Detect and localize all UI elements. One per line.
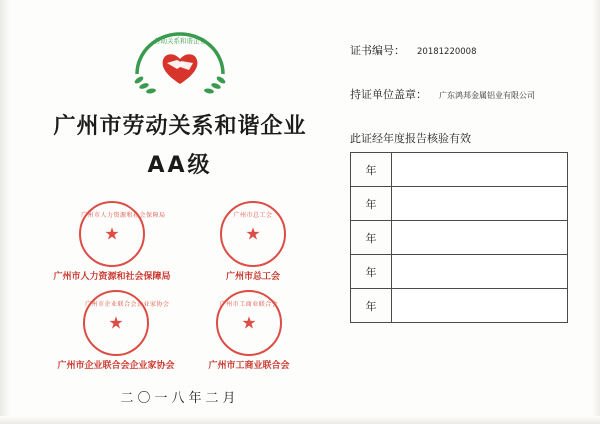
holder-label: 持证单位盖章： bbox=[350, 88, 427, 101]
seal-arc-text: 广州市总工会 bbox=[233, 211, 273, 219]
seal-unit-industry-commerce-federation bbox=[194, 290, 304, 371]
seal-arc-text: 广州市企业联合会企业家协会 bbox=[85, 300, 170, 308]
seal-star-icon: ★ bbox=[241, 313, 257, 333]
seal-unit-federation-trade-unions bbox=[198, 201, 308, 282]
seal-arc-text: 广州市人力资源和社会保障局 bbox=[81, 211, 166, 219]
seal-enterprise-confederation-icon bbox=[83, 290, 170, 356]
seal-unit-enterprise-confederation bbox=[56, 290, 176, 371]
review-note-cell[interactable] bbox=[392, 289, 568, 323]
paper-edge-bottom bbox=[0, 416, 600, 424]
seal-federation-trade-unions-icon bbox=[220, 201, 286, 267]
holder-row bbox=[350, 86, 572, 102]
holder-value: 广东鸿邦金属铝业有限公司 bbox=[439, 91, 535, 100]
review-note-cell[interactable] bbox=[392, 153, 568, 187]
handshake-heart-icon bbox=[125, 30, 235, 102]
seal-industry-commerce-federation-icon bbox=[216, 290, 282, 356]
seal-row-2 bbox=[30, 290, 330, 371]
certificate-number-row bbox=[350, 42, 572, 58]
table-row bbox=[351, 255, 568, 289]
table-row bbox=[351, 187, 568, 221]
year-cell: 年 bbox=[351, 187, 392, 221]
seal-row-1 bbox=[30, 201, 330, 282]
seal-label: 广州市企业联合会企业家协会 bbox=[57, 360, 175, 371]
certificate-title: 广州市劳动关系和谐企业 bbox=[53, 114, 307, 139]
year-cell: 年 bbox=[351, 221, 392, 255]
annual-review-note: 此证经年度报告核验有效 bbox=[350, 132, 471, 145]
seal-label: 广州市人力资源和社会保障局 bbox=[53, 271, 171, 282]
seal-arc-text: 广州市工商业联合会 bbox=[219, 300, 279, 308]
seal-label: 广州市工商业联合会 bbox=[208, 360, 290, 371]
review-note-cell[interactable] bbox=[392, 221, 568, 255]
review-note-cell[interactable] bbox=[392, 187, 568, 221]
year-cell: 年 bbox=[351, 153, 392, 187]
seal-label: 广州市总工会 bbox=[225, 271, 280, 282]
seal-star-icon: ★ bbox=[108, 313, 124, 333]
table-row bbox=[351, 289, 568, 323]
certificate-grade: AA级 bbox=[147, 152, 213, 178]
certificate-number-value: 20181220008 bbox=[417, 47, 477, 57]
emblem-ring-text: 劳动关系和谐企业 bbox=[154, 37, 206, 45]
seal-unit-hr-social-security bbox=[52, 201, 172, 282]
annual-review-table bbox=[350, 152, 568, 323]
year-cell: 年 bbox=[351, 289, 392, 323]
certificate-date: 二〇一八年二月 bbox=[120, 390, 240, 406]
year-cell: 年 bbox=[351, 255, 392, 289]
emblem-logo bbox=[125, 30, 235, 102]
seal-star-icon: ★ bbox=[104, 224, 120, 244]
seal-hr-social-security-icon bbox=[79, 201, 166, 267]
table-row bbox=[351, 221, 568, 255]
certificate-left-column bbox=[30, 30, 330, 406]
paper-edge-left bbox=[0, 0, 10, 424]
seal-group bbox=[30, 201, 330, 371]
seal-star-icon: ★ bbox=[245, 224, 261, 244]
certificate-right-column bbox=[350, 42, 572, 323]
table-row bbox=[351, 153, 568, 187]
paper-edge-right bbox=[592, 0, 600, 424]
certificate-number-label: 证书编号： bbox=[350, 44, 405, 57]
review-note-cell[interactable] bbox=[392, 255, 568, 289]
